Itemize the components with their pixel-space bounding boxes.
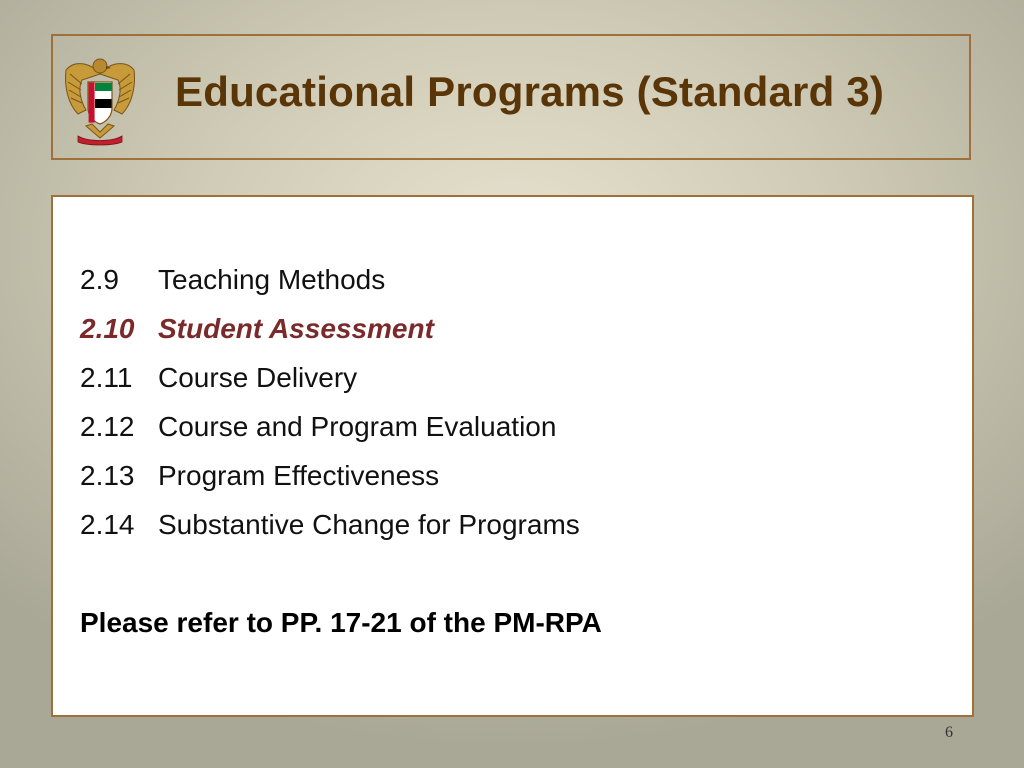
item-number: 2.14 xyxy=(80,509,135,540)
program-items-list xyxy=(80,263,580,557)
item-number: 2.10 xyxy=(80,313,135,344)
item-number: 2.12 xyxy=(80,411,135,442)
item-label: Program Effectiveness xyxy=(158,460,440,491)
item-label: Course Delivery xyxy=(158,362,358,393)
list-item xyxy=(80,459,580,508)
title-bar xyxy=(51,34,971,160)
list-item xyxy=(80,410,580,459)
falcon-emblem-icon xyxy=(62,52,138,146)
list-item xyxy=(80,361,580,410)
item-label: Substantive Change for Programs xyxy=(158,509,580,540)
item-label: Student Assessment xyxy=(158,313,434,344)
content-panel xyxy=(51,195,974,717)
reference-note: Please refer to PP. 17-21 of the PM-RPA xyxy=(80,607,602,638)
list-item xyxy=(80,263,580,312)
list-item-highlighted xyxy=(80,312,580,361)
slide-title: Educational Programs (Standard 3) xyxy=(175,68,885,115)
item-number: 2.11 xyxy=(80,362,133,393)
item-label: Course and Program Evaluation xyxy=(158,411,557,442)
item-label: Teaching Methods xyxy=(158,264,386,295)
item-number: 2.9 xyxy=(80,264,119,295)
list-item xyxy=(80,508,580,557)
page-number: 6 xyxy=(945,724,953,741)
item-number: 2.13 xyxy=(80,460,135,491)
